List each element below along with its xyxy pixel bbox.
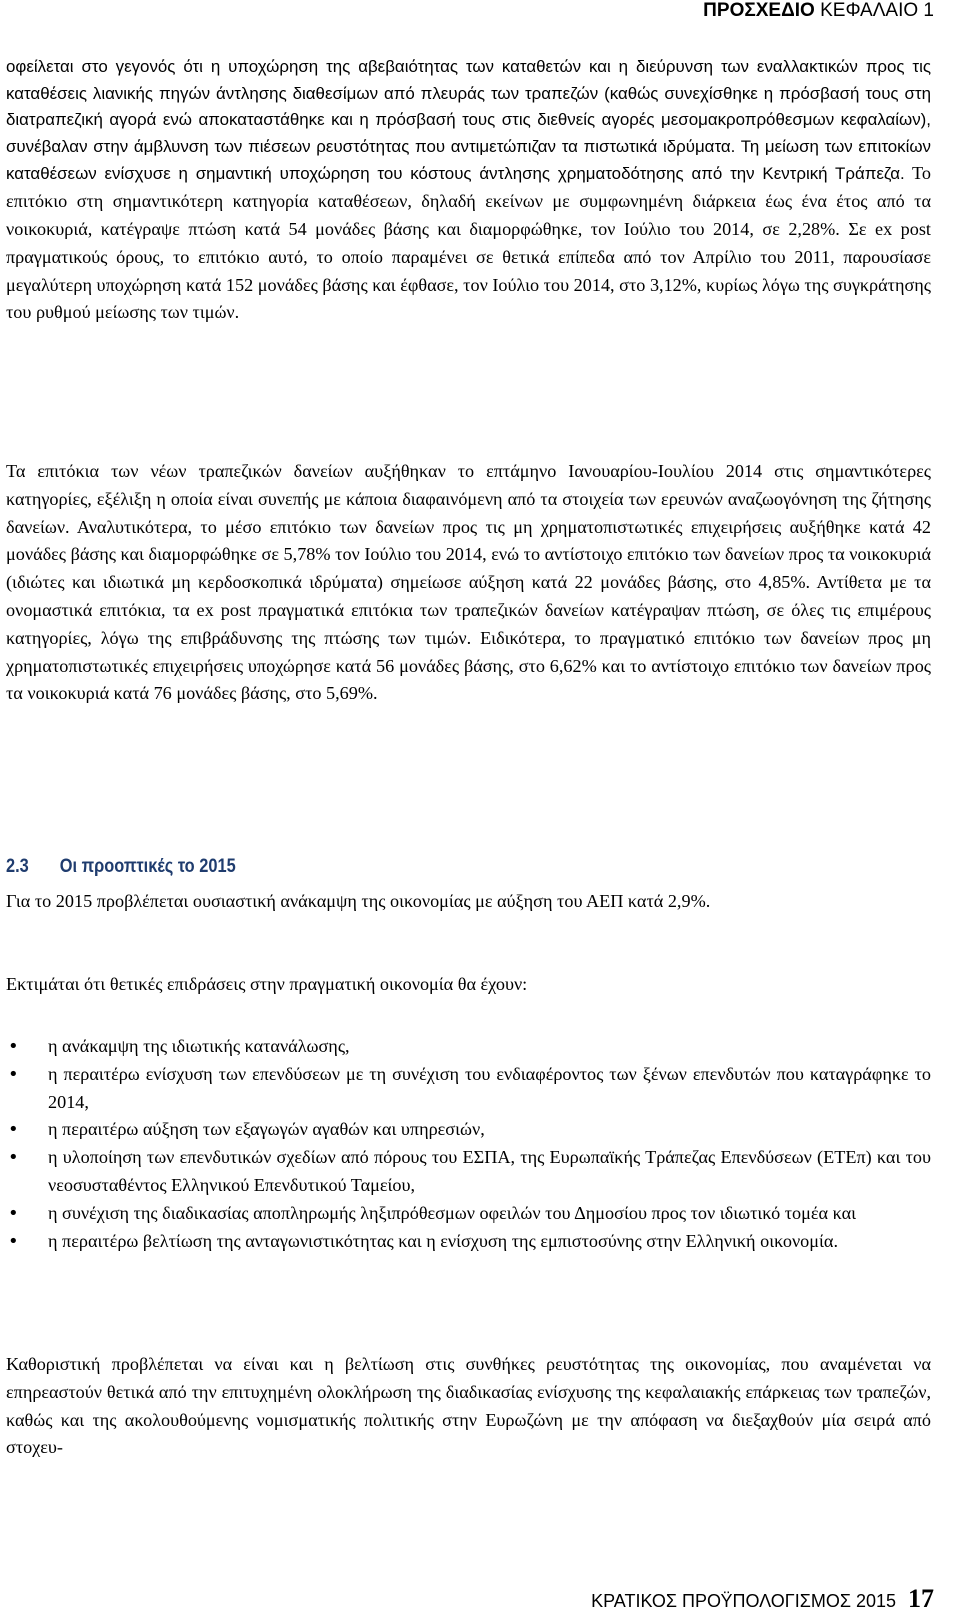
paragraph-liquidity [6,54,931,327]
paragraph-liquidity-serif-part: Το επιτόκιο στη σημαντικότερη κατηγορία καταθέσεων, δηλαδή εκείνων με συμφωνημένη διάρκεια έως ένα έτος από τα νοικοκυριά, κατέγραψε πτώση κατά 54 μονάδες βάσης και διαμορφώθηκε, τον Ιούλιο του 2014, σε 2,28%. Σε ex post πραγματικούς όρους, το επιτόκιο αυτό, το οποίο παραμένει σε θετικά επίπεδα από τον Απρίλιο του 2011, παρουσίασε μεγαλύτερη υποχώρηση κατά 152 μονάδες βάσης και έφθασε, τον Ιούλιο του 2014, στο 3,12%, κυρίως λόγω της συγκράτησης του ρυθμού μείωσης των τιμών. [6,163,931,323]
footer-title: ΚΡΑΤΙΚΟΣ ΠΡΟΫΠΟΛΟΓΙΣΜΟΣ 2015 [591,1591,896,1611]
effects-list [6,1033,931,1255]
list-item: • η συνέχιση της διαδικασίας αποπληρωμής ληξιπρόθεσμων οφειλών του Δημοσίου προς τον ιδιωτικό τομέα και [6,1200,931,1228]
section-heading [6,855,236,878]
list-item: • η περαιτέρω αύξηση των εξαγωγών αγαθών και υπηρεσιών, [6,1116,931,1144]
list-item: • η περαιτέρω ενίσχυση των επενδύσεων με τη συνέχιση του ενδιαφέροντος των ξένων επενδυτών που καταγράφηκε το 2014, [6,1061,931,1117]
list-item: • η υλοποίηση των επενδυτικών σχεδίων από πόρους του ΕΣΠΑ, της Ευρωπαϊκής Τράπεζας Επενδύσεων (ΕΤΕπ) και του νεοσυσταθέντος Ελληνικού Επενδυτικού Ταμείου, [6,1144,931,1200]
list-item: • η περαιτέρω βελτίωση της ανταγωνιστικότητας και η ενίσχυση της εμπιστοσύνης στην Ελληνική οικονομία. [6,1228,931,1256]
list-item: • η ανάκαμψη της ιδιωτικής κατανάλωσης, [6,1033,931,1061]
page-footer [591,1584,934,1614]
page-number: 17 [908,1584,934,1613]
section-number: 2.3 [6,855,29,877]
paragraph-liquidity-outlook: Καθοριστική προβλέπεται να είναι και η βελτίωση στις συνθήκες ρευστότητας της οικονομίας, που αναμένεται να επηρεαστούν θετικά από την επιτυχημένη ολοκλήρωση της διαδικασίας ενίσχυσης της κεφαλαιακής επάρκειας των τραπεζών, καθώς και της ακολουθούμενης νομισματικής πολιτικής στην Ευρωζώνη με την απόφαση να διεξαχθούν μία σειρά από στοχευ- [6,1354,931,1458]
chapter-label: ΚΕΦΑΛΑΙΟ 1 [820,0,934,21]
paragraph-liquidity-sans-part: οφείλεται στο γεγονός ότι η υποχώρηση της αβεβαιότητας των καταθετών και η διεύρυνση των εναλλακτικών προς τις καταθέσεις λιανικής πηγών άντλησης διαθεσίμων από πλευράς των τραπεζών (καθώς συνεχίσθηκε η πρόσβασή τους στη διατραπεζική αγορά ενώ αποκαταστάθηκε και η πρόσβασή τους στις διεθνείς αγορές μεσομακροπρόθεσμων κεφαλαίων), συνέβαλαν στην άμβλυνση των πιέσεων ρευστότητας που αντιμετώπιζαν τα πιστωτικά ιδρύματα. Τη μείωση των επιτοκίων καταθέσεων ενίσχυσε η σημαντική υποχώρηση του κόστους άντλησης χρηματοδότησης από την Κεντρική Τράπεζα. [6,57,931,184]
paragraph-gdp-forecast: Για το 2015 προβλέπεται ουσιαστική ανάκαμψη της οικονομίας με αύξηση του ΑΕΠ κατά 2,9%. [6,891,711,911]
draft-label: ΠΡΟΣΧΕΔΙΟ [703,0,815,21]
paragraph-effects-intro: Εκτιμάται ότι θετικές επιδράσεις στην πραγματική οικονομία θα έχουν: [6,974,528,994]
page-header [703,0,934,22]
section-title: Οι προοπτικές το 2015 [59,855,236,877]
paragraph-loan-rates: Τα επιτόκια των νέων τραπεζικών δανείων αυξήθηκαν το επτάμηνο Ιανουαρίου-Ιουλίου 2014 στις σημαντικότερες κατηγορίες, εξέλιξη η οποία είναι συνεπής με κάποια διαφαινόμενη από τα στοιχεία των ερευνών αναζωογόνηση της ζήτησης δανείων. Αναλυτικότερα, το μέσο επιτόκιο των δανείων προς τις μη χρηματοπιστωτικές επιχειρήσεις αυξήθηκε κατά 42 μονάδες βάσης και διαμορφώθηκε σε 5,78% τον Ιούλιο του 2014, ενώ το αντίστοιχο επιτόκιο των δανείων προς τα νοικοκυριά (ιδιώτες και ιδιωτικά μη κερδοσκοπικά ιδρύματα) σημείωσε αύξηση κατά 22 μονάδες βάσης, στο 4,85%. Αντίθετα με τα ονομαστικά επιτόκια, τα ex post πραγματικά επιτόκια των τραπεζικών δανείων κατέγραψαν πτώση, σε όλες τις επιμέρους κατηγορίες, λόγω της επιβράδυνσης της πτώσης των τιμών. Ειδικότερα, το πραγματικό επιτόκιο των δανείων προς μη χρηματοπιστωτικές επιχειρήσεις υποχώρησε κατά 56 μονάδες βάσης, στο 6,62% και το αντίστοιχο επιτόκιο των δανείων προς τα νοικοκυριά κατά 76 μονάδες βάσης, στο 5,69%. [6,461,931,704]
